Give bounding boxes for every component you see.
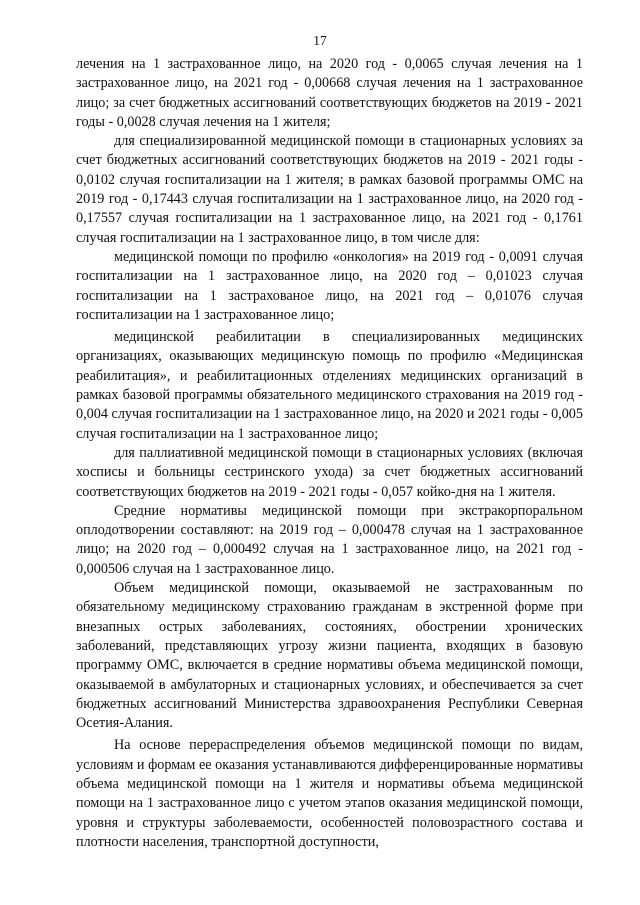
paragraph-oncology: медицинской помощи по профилю «онкология» на 2019 год - 0,0091 случая госпитализации на 1 застрахованное лицо, на 2020 год – 0,01023 случая госпитализации на 1 застрахованое лицо, на 2021 год – 0,01076 случая госпитализации на 1 застрахованное лицо; xyxy=(76,248,583,323)
paragraph-redistribution: На основе перераспределения объемов медицинской помощи по видам, условиям и формам ее оказания устанавливаются дифференцированные нормативы объема медицинской помощи на 1 жителя и нормативы объема медицинской помощи на 1 застрахованное лицо с учетом этапов оказания медицинской помощи, уровня и структуры заболеваемости, особенностей половозрастного состава и плотности населения, транспортной доступности, xyxy=(76,737,583,850)
paragraph-uninsured: Объем медицинской помощи, оказываемой не застрахованным по обязательному медицинскому страхованию гражданам в экстренной форме при внезапных острых заболеваниях, состояниях, обострении хронических заболеваний, представляющих угрозу жизни пациента, входящих в базовую программу ОМС, включается в средние нормативы объема медицинской помощи, оказываемой в амбулаторных и стационарных условиях, и обеспечивается за счет бюджетных ассигнований Министерства здравоохранения Республики Северная Осетия-Алания. xyxy=(76,580,583,732)
paragraph-continuation: лечения на 1 застрахованное лицо, на 2020 год - 0,0065 случая лечения на 1 застрахованное лицо, на 2021 год - 0,00668 случая лечения на 1 застрахованное лицо; за счет бюджетных ассигнований соответствующих бюджетов на 2019 - 2021 годы - 0,0028 случая лечения на 1 жителя; xyxy=(76,56,583,130)
document-body xyxy=(76,55,583,852)
page-number: 17 xyxy=(313,33,327,48)
paragraph-specialized-inpatient: для специализированной медицинской помощи в стационарных условиях за счет бюджетных ассигнований соответствующих бюджетов на 2019 - 2021 годы - 0,0102 случая госпитализации на 1 жителя; в рамках базовой программы ОМС на 2019 год - 0,17443 случая госпитализации на 1 застрахованное лицо, на 2020 год - 0,17557 случая госпитализации на 1 застрахованное лицо, на 2021 год - 0,1761 случая госпитализации на 1 застрахованное лицо, в том числе для: xyxy=(76,133,583,246)
paragraph-ivf: Средние нормативы медицинской помощи при экстракорпоральном оплодотворении составляют: на 2019 год – 0,000478 случая на 1 застрахованное лицо; на 2020 год – 0,000492 случая на 1 застрахованное лицо, на 2021 год - 0,000506 случая на 1 застрахованное лицо. xyxy=(76,502,583,577)
paragraph-palliative: для паллиативной медицинской помощи в стационарных условиях (включая хосписы и больницы сестринского ухода) за счет бюджетных ассигнований соответствующих бюджетов на 2019 - 2021 годы - 0,057 койко-дня на 1 жителя. xyxy=(76,444,583,500)
paragraph-rehabilitation: медицинской реабилитации в специализированных медицинских организациях, оказывающих медицинскую помощь по профилю «Медицинская реабилитация», и реабилитационных отделениях медицинских организаций в рамках базовой программы обязательного медицинского страхования на 2019 год - 0,004 случая госпитализации на 1 застрахованное лицо, на 2020 и 2021 годы - 0,005 случая госпитализации на 1 застрахованное лицо; xyxy=(76,329,583,442)
